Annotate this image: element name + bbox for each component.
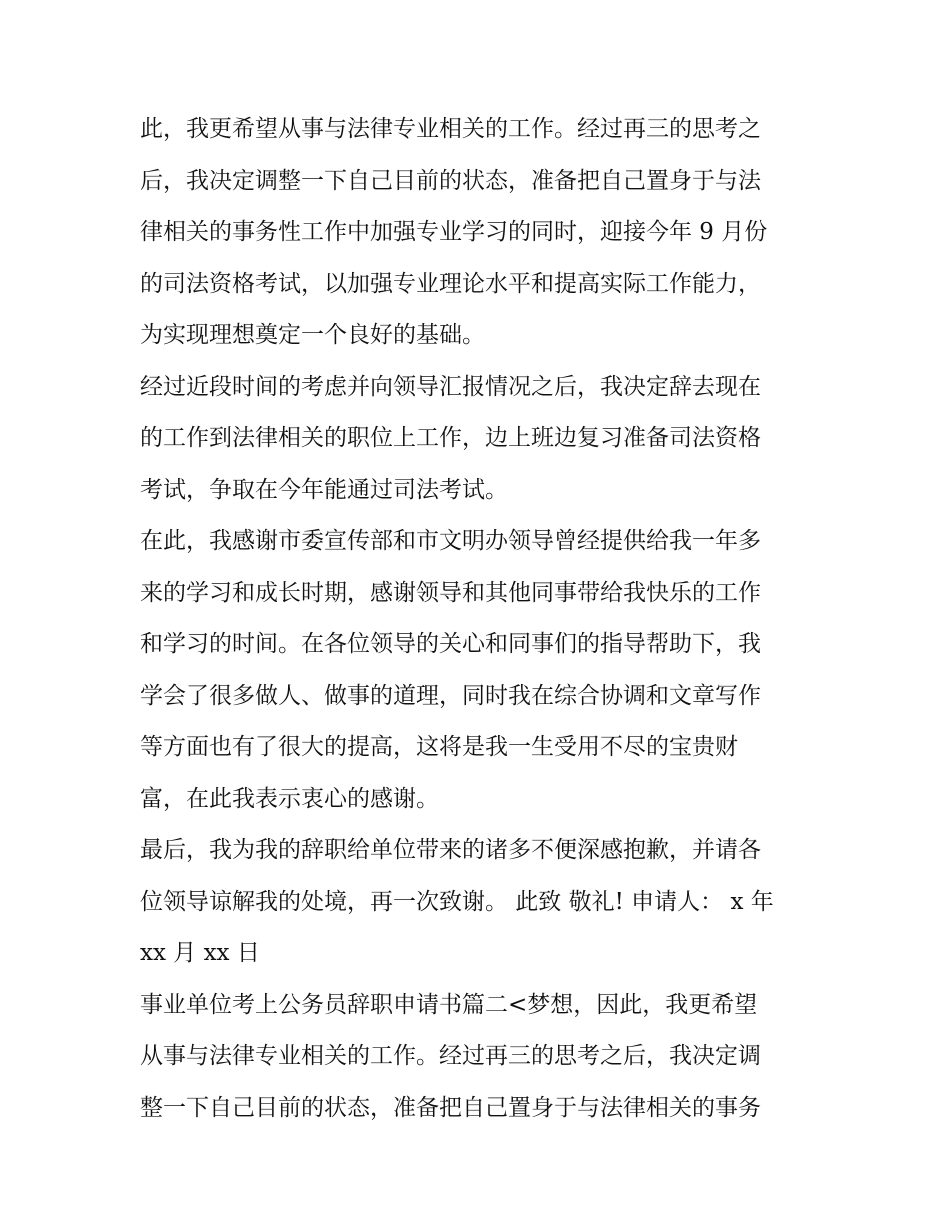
text-line: 考试，争取在今年能通过司法考试。 xyxy=(140,476,508,503)
text-line: 为实现理想奠定一个良好的基础。 xyxy=(140,322,485,348)
text-line: 来的学习和成长时期，感谢领导和其他同事带给我快乐的工作 xyxy=(140,579,761,606)
text-line: 位领导谅解我的处境，再一次致谢。 此致 敬礼! 申请人： x 年 xyxy=(140,888,774,915)
document-body xyxy=(140,104,820,1134)
text-line: 在此，我感谢市委宣传部和市文明办领导曾经提供给我一年多 xyxy=(140,528,761,554)
text-line: 等方面也有了很大的提高，这将是我一生受用不尽的宝贵财 xyxy=(140,734,738,760)
text-line: 富，在此我表示衷心的感谢。 xyxy=(140,785,439,812)
text-line: 的工作到法律相关的职位上工作，边上班边复习准备司法资格 xyxy=(140,425,761,451)
text-line: 经过近段时间的考虑并向领导汇报情况之后，我决定辞去现在 xyxy=(140,373,761,400)
text-line: 学会了很多做人、做事的道理，同时我在综合协调和文章写作 xyxy=(140,682,761,709)
text-line: 整一下自己目前的状态，准备把自己置身于与法律相关的事务 xyxy=(140,1094,761,1121)
text-line: 从事与法律专业相关的工作。经过再三的思考之后，我决定调 xyxy=(140,1043,761,1069)
text-line: 最后，我为我的辞职给单位带来的诸多不便深感抱歉，并请各 xyxy=(140,837,761,863)
text-line: 律相关的事务性工作中加强专业学习的同时，迎接今年 9 月份 xyxy=(140,219,768,245)
text-line: xx 月 xx 日 xyxy=(140,940,260,966)
text-line: 的司法资格考试，以加强专业理论水平和提高实际工作能力， xyxy=(140,270,761,297)
text-line: 和学习的时间。在各位领导的关心和同事们的指导帮助下，我 xyxy=(140,631,761,657)
text-line: 后，我决定调整一下自己目前的状态，准备把自己置身于与法 xyxy=(140,167,761,194)
text-line: 此，我更希望从事与法律专业相关的工作。经过再三的思考之 xyxy=(140,116,761,142)
text-line: 事业单位考上公务员辞职申请书篇二<梦想，因此，我更希望 xyxy=(140,991,758,1018)
